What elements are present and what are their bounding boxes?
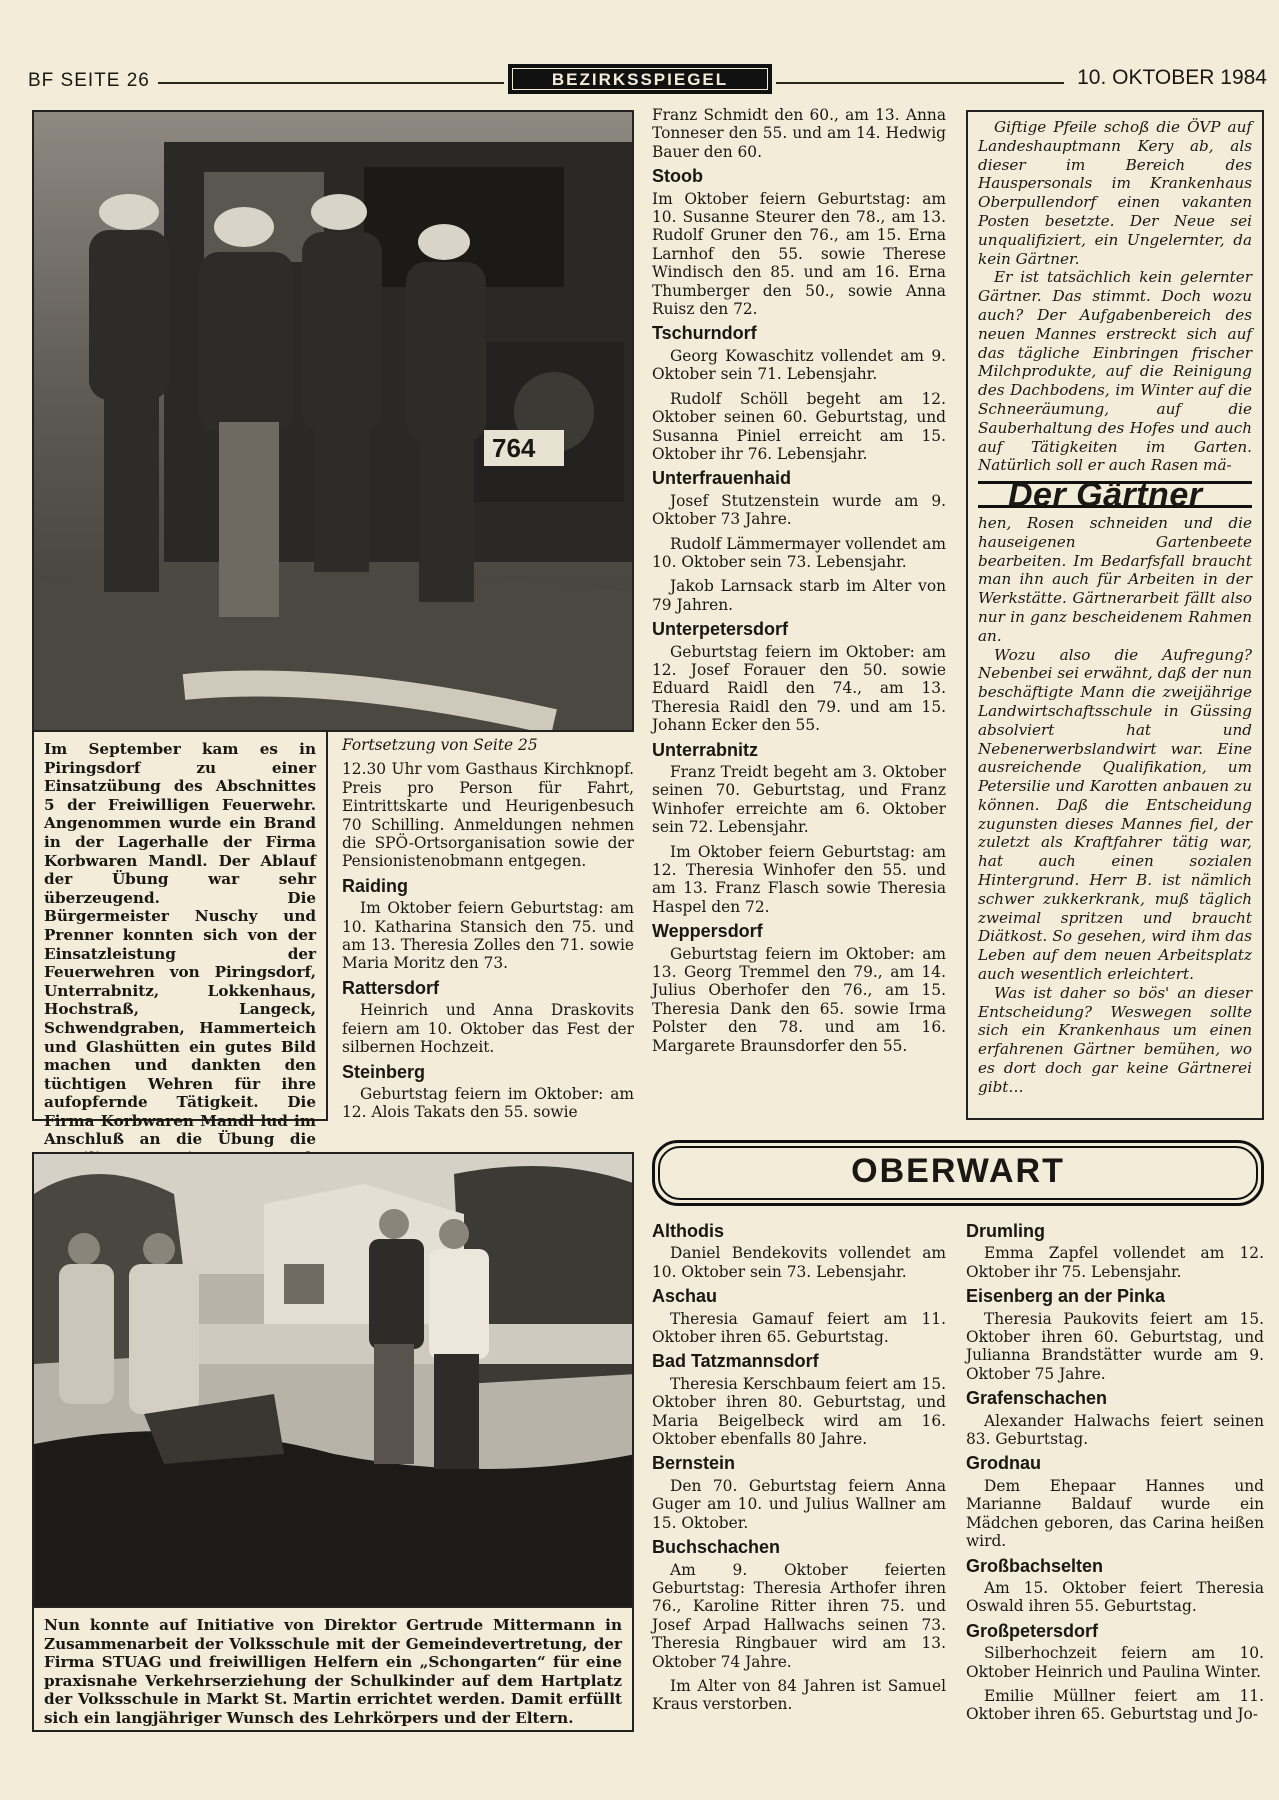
section-banner: [508, 64, 772, 94]
heading-althodis: Althodis: [652, 1221, 724, 1241]
text-buchschachen-1: Am 9. Oktober feierten Geburtstag: Theresia Arthofer ihren 76., Karoline Ritter ihren 75. und Josef Arpad Hallwachs seinen 73. Theresia Ringbauer wird am 13. Oktober 74 Jahre.: [652, 1560, 946, 1671]
text-continued-birthdays: Franz Schmidt den 60., am 13. Anna Tonneser den 55. und am 14. Hedwig Bauer den 60.: [652, 106, 946, 161]
firefighters-illustration: [34, 112, 634, 732]
text-bad-tatzmannsdorf: Theresia Kerschbaum feiert am 15. Oktober ihren 80. Geburtstag, und Maria Beigelbeck wird am 16. Oktober ebenfalls 80 Jahre.: [652, 1374, 946, 1449]
text-grodnau: Dem Ehepaar Hannes und Marianne Baldauf wurde ein Mädchen geboren, das Carina heißen wird.: [966, 1476, 1264, 1551]
header-rule-right: [776, 82, 1064, 84]
heading-unterpetersdorf: Unterpetersdorf: [652, 619, 789, 640]
school-garden-illustration: [34, 1154, 634, 1608]
text-bernstein: Den 70. Geburtstag feiern Anna Guger am 10. und Julius Wallner am 15. Oktober.: [652, 1476, 946, 1532]
issue-date: 10. OKTOBER 1984: [1077, 66, 1267, 89]
header-rule-left: [158, 82, 504, 84]
page-number: BF SEITE 26: [28, 70, 150, 91]
heading-tschurndorf: Tschurndorf: [652, 323, 757, 344]
heading-bernstein: Bernstein: [652, 1453, 736, 1474]
text-aschau: Theresia Gamauf feiert am 11. Oktober ihren 65. Geburtstag.: [652, 1309, 946, 1347]
heading-steinberg: Steinberg: [342, 1061, 426, 1082]
column-birthdays: [652, 106, 946, 1061]
continued-note: Fortsetzung von Seite 25: [342, 736, 538, 754]
heading-rattersdorf: Rattersdorf: [342, 977, 440, 998]
commentary-paragraph-5: Was ist daher so bös' an dieser Entscheidung? Weswegen sollte sich ein Krankenhaus um einen erfahrenen Gärtner bemühen, wo es dort doch gar keine Gärtnerei gibt…: [978, 983, 1252, 1096]
commentary-paragraph-1: Giftige Pfeile schoß die ÖVP auf Landeshauptmann Kery ab, als dieser im Bereich des Hauspersonals im Krankenhaus Oberpullendorf einen vakanten Posten besetzte. Der Neue sei unqualifiziert, ein Ungelernter, da kein Gärtner.: [978, 118, 1252, 268]
district-title: OBERWART: [658, 1146, 1258, 1200]
text-grosspetersdorf-2: Emilie Müllner feiert am 11. Oktober ihren 65. Geburtstag und Jo-: [966, 1686, 1264, 1724]
heading-grodnau: Grodnau: [966, 1453, 1041, 1474]
text-steinberg: Geburtstag feiern im Oktober: am 12. Alois Takats den 55. sowie: [342, 1084, 634, 1122]
text-raiding: Im Oktober feiern Geburtstag: am 10. Katharina Stansich den 75. und am 13. Theresia Zolles den 71. sowie Maria Moritz den 73.: [342, 899, 634, 973]
column-middle-continued: [342, 736, 634, 1128]
text-grosspetersdorf-1: Silberhochzeit feiern am 10. Oktober Heinrich und Paulina Winter.: [966, 1644, 1264, 1681]
heading-grosspetersdorf: Großpetersdorf: [966, 1620, 1099, 1641]
heading-aschau: Aschau: [652, 1286, 718, 1307]
firefighters-photo: [32, 110, 634, 732]
text-tschurndorf-2: Rudolf Schöll begeht am 12. Oktober seinen 60. Geburtstag, und Susanna Piniel erreicht am 15. Oktober ihr 76. Lebensjahr.: [652, 389, 946, 463]
text-stoob: Im Oktober feiern Geburtstag: am 10. Susanne Steurer den 78., am 13. Rudolf Gruner den 76., am 15. Erna Larnhof den 55. sowie Therese Windisch den 85. und am 16. Erna Thumberger den 50., sowie Anna Ruisz den 72.: [652, 189, 946, 319]
heading-drumling: Drumling: [966, 1221, 1045, 1241]
commentary-paragraph-3: hen, Rosen schneiden und die hauseigenen Gartenbeete bearbeiten. Im Bedarfsfall braucht man ihn auch für Arbeiten in der Werkstätte. Gärtnerarbeit fällt also nur in ganz bescheidenem Rahmen an.: [978, 513, 1252, 645]
heading-grossbachselten: Großbachselten: [966, 1555, 1104, 1576]
text-weppersdorf: Geburtstag feiern im Oktober: am 13. Georg Tremmel den 79., am 14. Julius Oberhofer den 76., am 15. Theresia Dank den 65. sowie Irma Polster den 78. und am 16. Margarete Braunsdorfer den 55.: [652, 944, 946, 1055]
heading-buchschachen: Buchschachen: [652, 1537, 781, 1558]
text-eisenberg: Theresia Paukovits feiert am 15. Oktober ihren 60. Geburtstag, und Julianna Brandstätter wurde am 9. Oktober 75 Jahre.: [966, 1309, 1264, 1383]
commentary-paragraph-4: Wozu also die Aufregung? Nebenbei sei erwähnt, daß der nun beschäftigte Mann die zweijährige Landwirtschaftsschule in Güssing absolviert hat und Nebenerwerbslandwirt war. Eine ausreichende Qualifikation, um Petersilie und Karotten anbauen zu können. Daß die Entscheidung zugunsten dieses Mannes fiel, der zuletzt als Kraftfahrer tätig war, hat auch einen sozialen Hintergrund. Herr B. ist nämlich schwer zukkerkrank, muß täglich zweimal spritzen und braucht Diätkost. So gesehen, wird ihm das Leben auf dem neuen Arbeitsplatz auch wesentlich erleichtert.: [978, 645, 1252, 984]
heading-eisenberg: Eisenberg an der Pinka: [966, 1286, 1166, 1307]
column-oberwart-left: [652, 1216, 946, 1720]
text-unterrabnitz-2: Im Oktober feiern Geburtstag: am 12. Theresia Winhofer den 55. und am 13. Franz Flasch sowie Theresia Haspel den 72.: [652, 842, 946, 916]
heading-unterfrauenhaid: Unterfrauenhaid: [652, 468, 792, 489]
text-drumling: Emma Zapfel vollendet am 12. Oktober ihr 75. Lebensjahr.: [966, 1244, 1264, 1281]
text-unterfrauenhaid-2: Rudolf Lämmermayer vollendet am 10. Oktober sein 73. Lebensjahr.: [652, 534, 946, 571]
text-buchschachen-2: Im Alter von 84 Jahren ist Samuel Kraus verstorben.: [652, 1676, 946, 1714]
section-title: BEZIRKSSPIEGEL: [512, 68, 768, 90]
text-unterfrauenhaid-1: Josef Stutzenstein wurde am 9. Oktober 73 Jahre.: [652, 491, 946, 529]
text-tschurndorf-1: Georg Kowaschitz vollendet am 9. Oktober sein 71. Lebensjahr.: [652, 346, 946, 384]
license-plate: 764: [492, 433, 536, 463]
school-garden-photo: [32, 1152, 634, 1608]
photo-caption-school-garden: Nun konnte auf Initiative von Direktor Gertrude Mittermann in Zusammenarbeit der Volksschule mit der Gemeindevertretung, der Firma STUAG und freiwilligen Helfern ein „Schongarten“ für eine praxisnahe Verkehrserziehung der Schulkinder auf dem Hartplatz der Volksschule in Markt St. Martin errichtet werden. Damit erfüllt sich ein langjähriger Wunsch des Lehrkörpers und der Eltern.: [32, 1608, 634, 1732]
commentary-paragraph-2: Er ist tatsächlich kein gelernter Gärtner. Das stimmt. Doch wozu auch? Der Aufgabenbereich des neuen Mannes erstreckt sich auf das tägliche Einbringen frischer Milchprodukte, auf die Reinigung des Dachbodens, im Winter auf die Schneeräumung, auf die Sauberhaltung des Hofes und auch auf Tätigkeiten im Garten. Natürlich soll er auch Rasen mä-: [978, 268, 1252, 475]
heading-raiding: Raiding: [342, 875, 408, 896]
heading-bad-tatzmannsdorf: Bad Tatzmannsdorf: [652, 1351, 819, 1372]
commentary-title: Der Gärtner: [978, 481, 1252, 508]
heading-grafenschachen: Grafenschachen: [966, 1388, 1108, 1409]
text-rattersdorf: Heinrich und Anna Draskovits feiern am 10. Oktober das Fest der silbernen Hochzeit.: [342, 1001, 634, 1057]
text-unterfrauenhaid-3: Jakob Larnsack starb im Alter von 79 Jahren.: [652, 577, 946, 614]
heading-unterrabnitz: Unterrabnitz: [652, 739, 759, 760]
district-banner: [652, 1140, 1264, 1206]
heading-stoob: Stoob: [652, 166, 703, 187]
text-grossbachselten: Am 15. Oktober feiert Theresia Oswald ihren 55. Geburtstag.: [966, 1578, 1264, 1616]
text-unterrabnitz-1: Franz Treidt begeht am 3. Oktober seinen 70. Geburtstag, und Franz Winhofer erreichte am 6. Oktober sein 72. Lebensjahr.: [652, 763, 946, 837]
text-unterpetersdorf: Geburtstag feiern im Oktober: am 12. Josef Forauer den 50. sowie Eduard Raidl den 74., am 13. Theresia Raidl den 79. und am 15. Johann Ecker den 55.: [652, 642, 946, 735]
heading-weppersdorf: Weppersdorf: [652, 921, 763, 942]
commentary-box: [966, 110, 1264, 1120]
text-althodis: Daniel Bendekovits vollendet am 10. Oktober sein 73. Lebensjahr.: [652, 1244, 946, 1281]
text-grafenschachen: Alexander Halwachs feiert seinen 83. Geburtstag.: [966, 1411, 1264, 1449]
photo-caption-firefighters: Im September kam es in Piringsdorf zu einer Einsatzübung des Abschnittes 5 der Freiwilligen Feuerwehr. Angenommen wurde ein Brand in der Lagerhalle der Firma Korbwaren Mandl. Der Ablauf der Übung war sehr überzeugend. Die Bürgermeister Nuschy und Prenner konnten sich von der Einsatzleistung der Feuerwehren von Piringsdorf, Unterrabnitz, Lokkenhaus, Hochstraß, Langeck, Schwendgraben, Hammerteich und Glashütten ein gutes Bild machen und dankten den tüchtigen Wehren für ihre aufopfernde Tätigkeit. Die Firma Korbwaren Mandl lud im Anschluß an die Übung die: [32, 732, 328, 1121]
column-oberwart-right: [966, 1216, 1264, 1730]
trip-article-end: 12.30 Uhr vom Gasthaus Kirchknopf. Preis pro Person für Fahrt, Eintrittskarte und Heurigenbesuch 70 Schilling. Anmeldungen nehmen die SPÖ-Ortsorganisation sowie der Pensionistenobmann entgegen.: [342, 760, 634, 871]
